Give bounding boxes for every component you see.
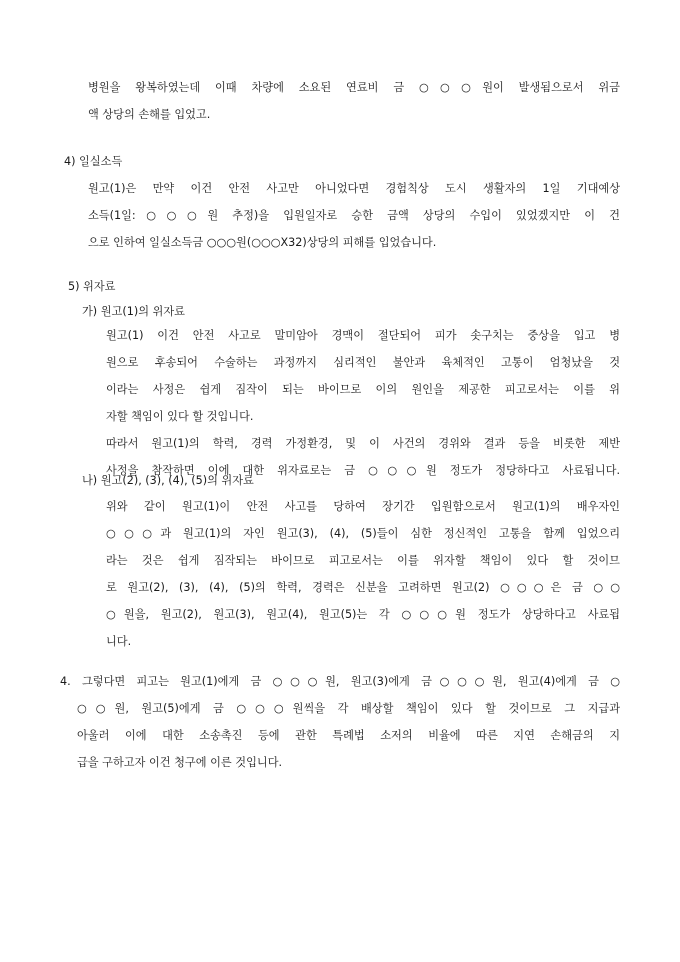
continuation-paragraph — [88, 74, 620, 128]
conclusion-line-3: 아울러 이에 대한 소송촉진 등에 관한 특례법 소저의 비율에 따른 지연 손해금의 지 — [77, 729, 620, 742]
consolation-a-line-3: 이라는 사정은 쉽게 짐작이 되는 바이므로 이의 원인을 제공한 피고로서는 이를 위 — [106, 383, 620, 396]
lost-income-heading — [64, 148, 122, 175]
consolation-b-line-1: 위와 같이 원고(1)이 안전 사고를 당하여 장기간 입원함으로서 원고(1)의 배우자인 — [106, 500, 620, 513]
consolation-b-line-3: 라는 것은 쉽게 짐작되는 바이므로 피고로서는 이를 위자할 책임이 있다 할 것이므 — [106, 554, 620, 567]
consolation-b-line-4: 로 원고(2), (3), (4), (5)의 학력, 경력은 신분을 고려하면 원고(2) ○○○은 금 ○○ — [106, 581, 620, 594]
consolation-b-paragraph — [106, 493, 620, 655]
lost-income-paragraph — [88, 175, 620, 256]
consolation-b-line-2: ○○○과 원고(1)의 자인 원고(3), (4), (5)들이 심한 정신적인 고통을 함께 입었으리 — [106, 527, 620, 540]
consolation-a-heading — [82, 298, 185, 325]
continuation-line-1: 병원을 왕복하였는데 이때 차량에 소요된 연료비 금 ○○○원이 발생됨으로서 위금 — [88, 81, 620, 94]
section-heading: 5) 위자료 — [68, 280, 116, 293]
lost-income-line-1: 원고(1)은 만약 이건 안전 사고만 아니었다면 경험칙상 도시 생활자의 1일 기대예상 — [88, 182, 620, 195]
consolation-b-line-5: ○원을, 원고(2), 원고(3), 원고(4), 원고(5)는 각 ○○○원 정도가 상당하다고 사료됩 — [106, 608, 620, 621]
consolation-a-line-2: 원으로 후송되어 수술하는 과정까지 심리적인 불안과 육체적인 고통이 엄청났을 것 — [106, 356, 620, 369]
section-heading: 4) 일실소득 — [64, 155, 123, 168]
consolation-b-heading — [82, 467, 254, 494]
consolation-b-line-6: 니다. — [106, 635, 132, 648]
lost-income-line-2: 소득(1일:○○○원 추정)을 입원일자로 승한 금액 상당의 수입이 있었겠지만 이 건 — [88, 209, 620, 222]
consolation-a-line-1: 원고(1) 이건 안전 사고로 말미암아 경맥이 절단되어 피가 솟구치는 중상을 입고 병 — [106, 329, 620, 342]
conclusion-line-1: 4. 그렇다면 피고는 원고(1)에게 금 ○○○원, 원고(3)에게 금○○○원, 원고(4)에게 금 ○ — [60, 675, 620, 688]
conclusion-line-4: 급을 구하고자 이건 청구에 이른 것입니다. — [77, 756, 283, 769]
continuation-line-2: 액 상당의 손해를 입었고. — [88, 108, 211, 121]
consolation-heading — [68, 273, 115, 300]
conclusion-paragraph — [60, 668, 620, 776]
lost-income-line-3: 으로 인하여 일실소득금 ○○○원(○○○X32)상당의 피해를 입었습니다. — [88, 236, 437, 249]
consolation-a-line-5: 따라서 원고(1)의 학력, 경력 가정환경, 및 이 사건의 경위와 결과 등을 비롯한 제반 — [106, 437, 620, 450]
consolation-a-line-4: 자할 책임이 있다 할 것입니다. — [106, 410, 254, 423]
subsection-heading: 나) 원고(2), (3), (4), (5)의 위자료 — [82, 474, 254, 487]
consolation-a-paragraph — [106, 322, 620, 484]
subsection-heading: 가) 원고(1)의 위자료 — [82, 305, 185, 318]
consolation-a-line-6: 사정을 참작하면 이에 대한 위자료로는 금 ○○○원 정도가 정당하다고 사료됩니다. — [106, 464, 620, 477]
conclusion-line-2: ○○원, 원고(5)에게 금 ○○○원씩을 각 배상할 책임이 있다 할 것이므로 그 지급과 — [77, 702, 620, 715]
